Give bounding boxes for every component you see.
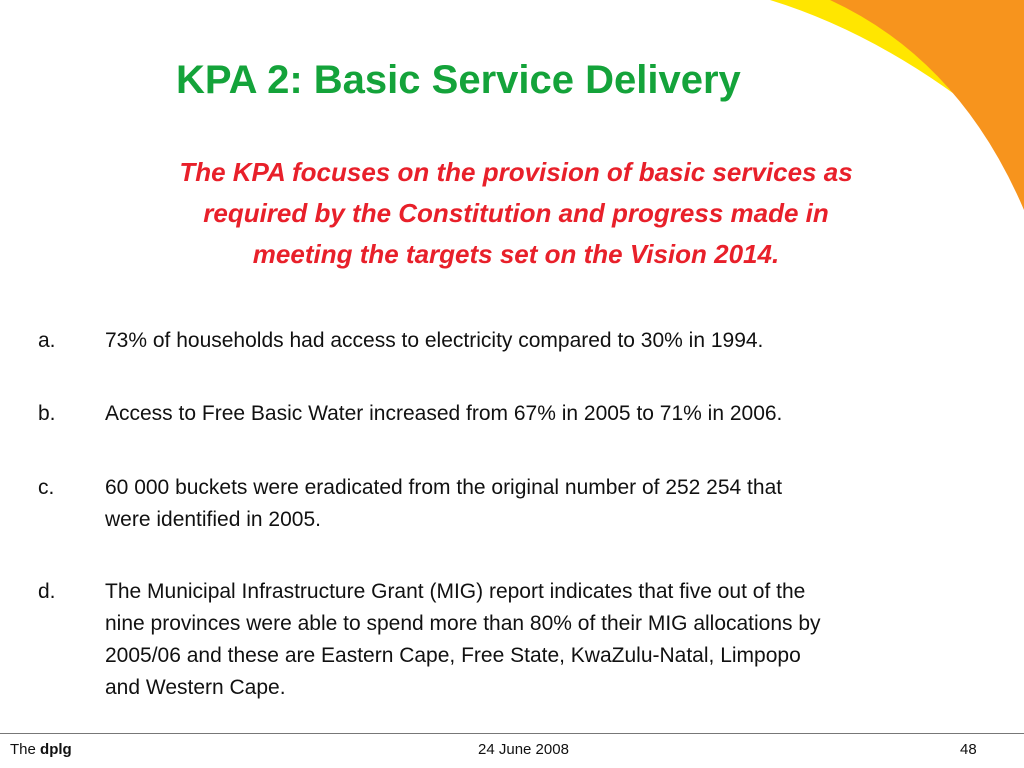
page-number: 48 bbox=[960, 741, 977, 758]
list-marker: b. bbox=[38, 402, 56, 425]
footer-prefix: The bbox=[10, 741, 36, 758]
list-marker: d. bbox=[38, 580, 56, 603]
footer-date: 24 June 2008 bbox=[478, 741, 569, 758]
intro-statement bbox=[66, 152, 966, 275]
list-item-line: Access to Free Basic Water increased from 67% in 2005 to 71% in 2006. bbox=[105, 402, 783, 425]
list-item-line: nine provinces were able to spend more than 80% of their MIG allocations by bbox=[105, 612, 821, 635]
intro-line: required by the Constitution and progress made in bbox=[203, 198, 829, 228]
list-item-text bbox=[105, 472, 782, 536]
intro-line: The KPA focuses on the provision of basic services as bbox=[179, 157, 853, 187]
list-item-line: 2005/06 and these are Eastern Cape, Free State, KwaZulu-Natal, Limpopo bbox=[105, 644, 801, 667]
intro-line: meeting the targets set on the Vision 2014. bbox=[252, 239, 780, 269]
list-item-text bbox=[105, 325, 763, 357]
slide-title: KPA 2: Basic Service Delivery bbox=[176, 58, 741, 102]
footer-org-name: dplg bbox=[40, 741, 72, 758]
footer-organization bbox=[10, 741, 72, 758]
list-marker: a. bbox=[38, 329, 56, 352]
list-item-text bbox=[105, 576, 821, 704]
list-marker: c. bbox=[38, 476, 55, 499]
footer-divider bbox=[0, 733, 1024, 734]
list-item-text bbox=[105, 398, 782, 430]
list-item-line: 73% of households had access to electricity compared to 30% in 1994. bbox=[105, 329, 764, 352]
list-item-line: 60 000 buckets were eradicated from the original number of 252 254 that bbox=[105, 476, 783, 499]
list-item-line: were identified in 2005. bbox=[105, 508, 321, 531]
list-item-line: and Western Cape. bbox=[105, 676, 286, 699]
list-item-line: The Municipal Infrastructure Grant (MIG) report indicates that five out of the bbox=[105, 580, 806, 603]
